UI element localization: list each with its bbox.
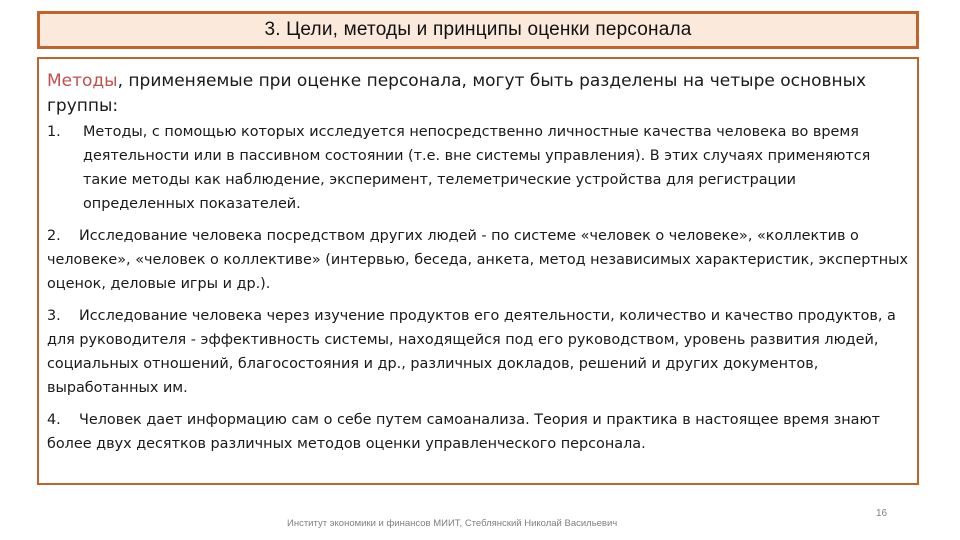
method-item-1 (47, 120, 909, 216)
item-number: 2. (47, 228, 61, 244)
item-text: Исследование человека посредством других людей - по системе «человек о человеке», «коллектив о человеке», «человек о коллективе» (интервью, беседа, анкета, метод независимых характеристик, экспертных оценок, деловые игры и др.). (47, 228, 909, 292)
content-box (37, 57, 919, 485)
item-text: Исследование человека через изучение продуктов его деятельности, количество и качество продуктов, а для руководителя - эффективность системы, находящейся под его руководством, уровень развития людей, социальных отношений, благосостояния и др., различных докладов, решений и других документов, выработанных им. (47, 308, 896, 396)
item-text: Методы, с помощью которых исследуется непосредственно личностные качества человека во время деятельности или в пассивном состоянии (т.е. вне системы управления). В этих случаях применяются такие методы как наблюдение, эксперимент, телеметрические устройства для регистрации определенных показателей. (83, 124, 871, 212)
slide-title-box (37, 11, 919, 49)
method-item-3 (47, 304, 909, 400)
intro-highlight: Методы (47, 71, 118, 91)
intro-paragraph (47, 69, 909, 119)
item-number: 1. (47, 124, 61, 140)
method-item-4 (47, 408, 909, 456)
footer-author: Институт экономики и финансов МИИТ, Стеблянский Николай Васильевич (287, 518, 618, 529)
item-text: Человек дает информацию сам о себе путем самоанализа. Теория и практика в настоящее время знают более двух десятков различных методов оценки управленческого персонала. (47, 412, 880, 452)
item-number: 3. (47, 308, 61, 324)
intro-text: , применяемые при оценке персонала, могут быть разделены на четыре основных группы: (47, 71, 867, 116)
method-item-2 (47, 224, 909, 296)
item-number: 4. (47, 412, 61, 428)
page-number: 16 (876, 508, 888, 519)
slide-title: 3. Цели, методы и принципы оценки персонала (264, 19, 692, 40)
